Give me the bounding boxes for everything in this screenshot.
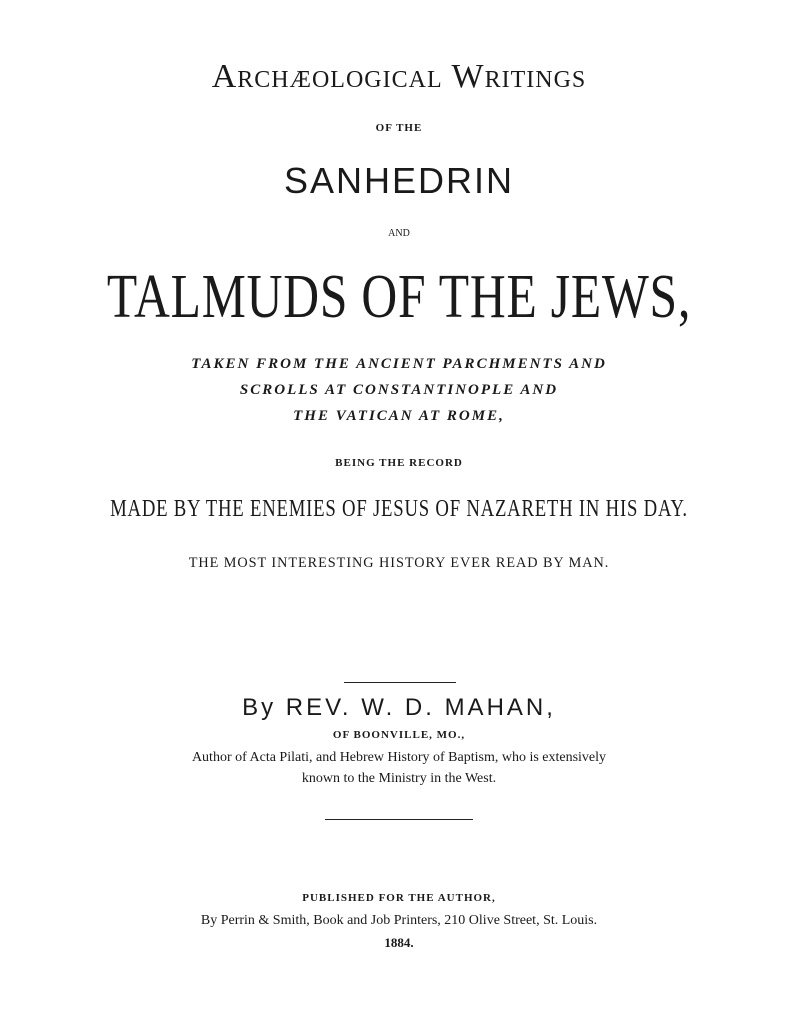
divider-top	[344, 682, 456, 683]
of-the-text: OF THE	[375, 122, 423, 134]
title-line-1: Archæological Writings	[211, 58, 587, 95]
divider-bottom	[325, 819, 473, 820]
and-text: AND	[388, 228, 410, 239]
sanhedrin-heading: SANHEDRIN	[283, 160, 515, 201]
author-location: OF BOONVILLE, MO.,	[332, 729, 466, 741]
publication-year: 1884.	[384, 935, 414, 950]
subtitle-line-2: SCROLLS AT CONSTANTINOPLE AND	[239, 382, 559, 398]
author-byline: By REV. W. D. MAHAN,	[242, 694, 556, 721]
being-the-record-text: BEING THE RECORD	[335, 457, 463, 469]
subtitle-line-3: THE VATICAN AT ROME,	[293, 408, 505, 424]
subtitle-line-1: TAKEN FROM THE ANCIENT PARCHMENTS AND	[191, 356, 607, 372]
most-interesting-text: THE MOST INTERESTING HISTORY EVER READ BY MAN.	[188, 555, 610, 571]
author-description-line-1: Author of Acta Pilati, and Hebrew History of Baptism, who is extensively	[191, 750, 607, 765]
printers-text: By Perrin & Smith, Book and Job Printers, 210 Olive Street, St. Louis.	[200, 913, 598, 928]
made-by-enemies-heading: MADE BY THE ENEMIES OF JESUS OF NAZARETH IN HIS DAY.	[110, 496, 688, 522]
published-for-text: PUBLISHED FOR THE AUTHOR,	[302, 892, 496, 904]
talmuds-heading: TALMUDS OF THE JEWS,	[106, 263, 692, 331]
author-description-line-2: known to the Ministry in the West.	[301, 771, 497, 786]
